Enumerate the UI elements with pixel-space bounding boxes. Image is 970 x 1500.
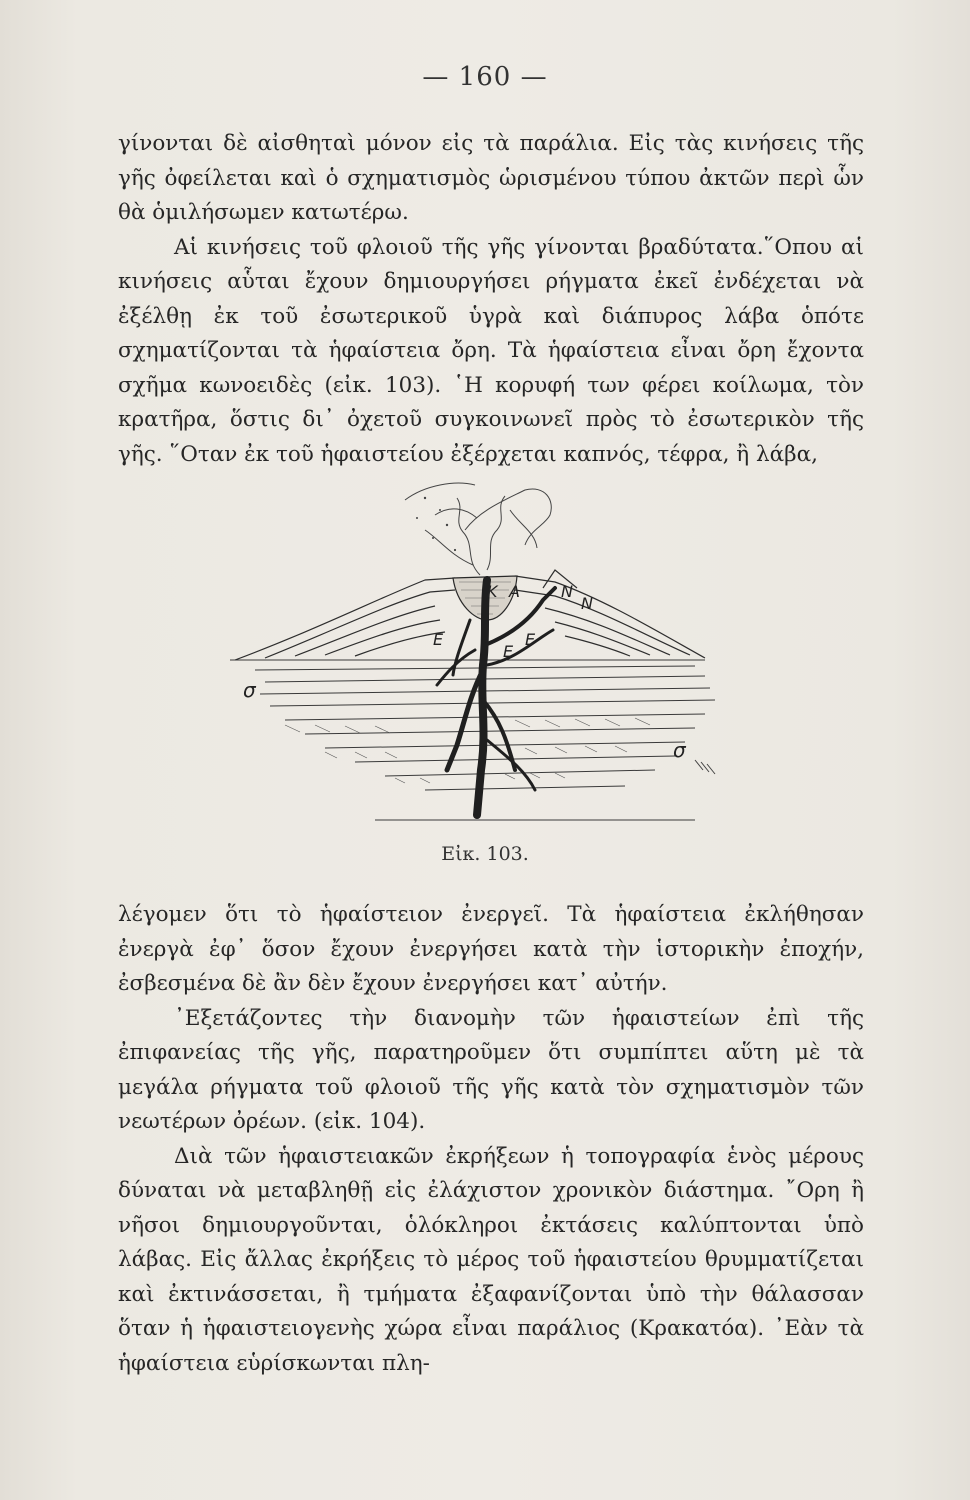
paragraph-active-volcanoes: λέγομεν ὅτι τὸ ἡφαίστειον ἐνεργεῖ. Τὰ ἡφαίστεια ἐκλήθησαν ἐνεργὰ ἐφ᾽ ὅσον ἔχουν ἐνεργήσει κατὰ τὴν ἱστορικὴν ἐποχήν, ἐσβεσμένα δὲ ἂν δὲν ἔχουν ἐνεργήσει κατ᾽ αὐτήν.	[118, 902, 864, 996]
paragraph-eruptions: Διὰ τῶν ἡφαιστειακῶν ἐκρήξεων ἡ τοπογραφία ἑνὸς μέρους δύναται νὰ μεταβληθῇ εἰς ἐλάχιστον χρονικὸν διάστημα. ῎Ορη ἢ νῆσοι δημιουργοῦνται, ὁλόκληροι ἐκτάσεις καλύπτονται ὑπὸ λάβας. Εἰς ἄλλας ἐκρήξεις τὸ μέρος τοῦ ἡφαιστείου θρυμματίζεται καὶ ἐκτινάσσεται, ἢ τμήματα ἐξαφανίζονται ὑπὸ τὴν θάλασσαν ὅταν ἡ ἡφαιστειογενὴς χώρα εἶναι παράλιος (Κρακατόα). ᾽Εὰν τὰ ἡφαίστεια εὑρίσκωνται πλη-	[118, 1143, 864, 1376]
paragraph-crust-movements: Αἱ κινήσεις τοῦ φλοιοῦ τῆς γῆς γίνονται βραδύτατα.῞Οπου αἱ κινήσεις αὗται ἔχουν δημιουργήσει ρήγματα ἐκεῖ ἐνδέχεται νὰ ἐξέλθῃ ἐκ τοῦ ἐσωτερικοῦ ὑγρὰ καὶ διάπυρος λάβα ὁπότε σχηματίζονται τὰ ἡφαίστεια ὄρη. Τὰ ἡφαίστεια εἶναι ὄρη ἔχοντα σχῆμα κωνοειδὲς (εἰκ. 103). ῾Η κορυφή των φέρει κοίλωμα, τὸν κρατῆρα, ὅστις δι᾽ ὀχετοῦ συγκοινωνεῖ πρὸς τὸ ἐσωτερικὸν τῆς γῆς. ῞Οταν ἐκ τοῦ ἡφαιστείου ἐξέρχεται καπνός, τέφρα, ἢ λάβα,	[118, 234, 864, 467]
smoke-dots	[416, 497, 456, 551]
label-a: A	[509, 582, 520, 601]
ground-ticks	[695, 760, 715, 774]
label-e2: E	[503, 642, 514, 661]
volcano-cross-section-figure	[225, 470, 745, 870]
label-n1: N	[561, 582, 573, 601]
upper-text-block	[118, 127, 864, 472]
figure-caption: Εἰκ. 103.	[441, 843, 529, 865]
smoke-plume	[405, 483, 551, 575]
label-n2: N	[581, 594, 593, 613]
label-k: K	[487, 582, 498, 601]
paragraph-continuation: γίνονται δὲ αἰσθηταὶ μόνον εἰς τὰ παράλια. Εἰς τὰς κινήσεις τῆς γῆς ὀφείλεται καὶ ὁ σχηματισμὸς ὡρισμένου τύπου ἀκτῶν περὶ ὧν θὰ ὁμιλήσωμεν κατωτέρω.	[118, 131, 864, 225]
paragraph-distribution: ᾽Εξετάζοντες τὴν διανομὴν τῶν ἡφαιστείων ἐπὶ τῆς ἐπιφανείας τῆς γῆς, παρατηροῦμεν ὅτι συμπίπτει αὕτη μὲ τὰ μεγάλα ρήγματα τοῦ φλοιοῦ τῆς γῆς κατὰ τὸν σχηματισμὸν τῶν νεωτέρων ὀρέων. (εἰκ. 104).	[118, 1005, 864, 1134]
label-e1: E	[433, 630, 444, 649]
lower-text-block	[118, 898, 864, 1381]
label-sigma-right: σ	[673, 738, 686, 762]
label-sigma-left: σ	[243, 678, 256, 702]
page-number: — 160 —	[422, 62, 548, 92]
volcano-diagram	[225, 470, 745, 840]
strata-hatching	[285, 718, 650, 783]
strata-lines	[230, 660, 715, 820]
label-e3: E	[525, 630, 536, 649]
